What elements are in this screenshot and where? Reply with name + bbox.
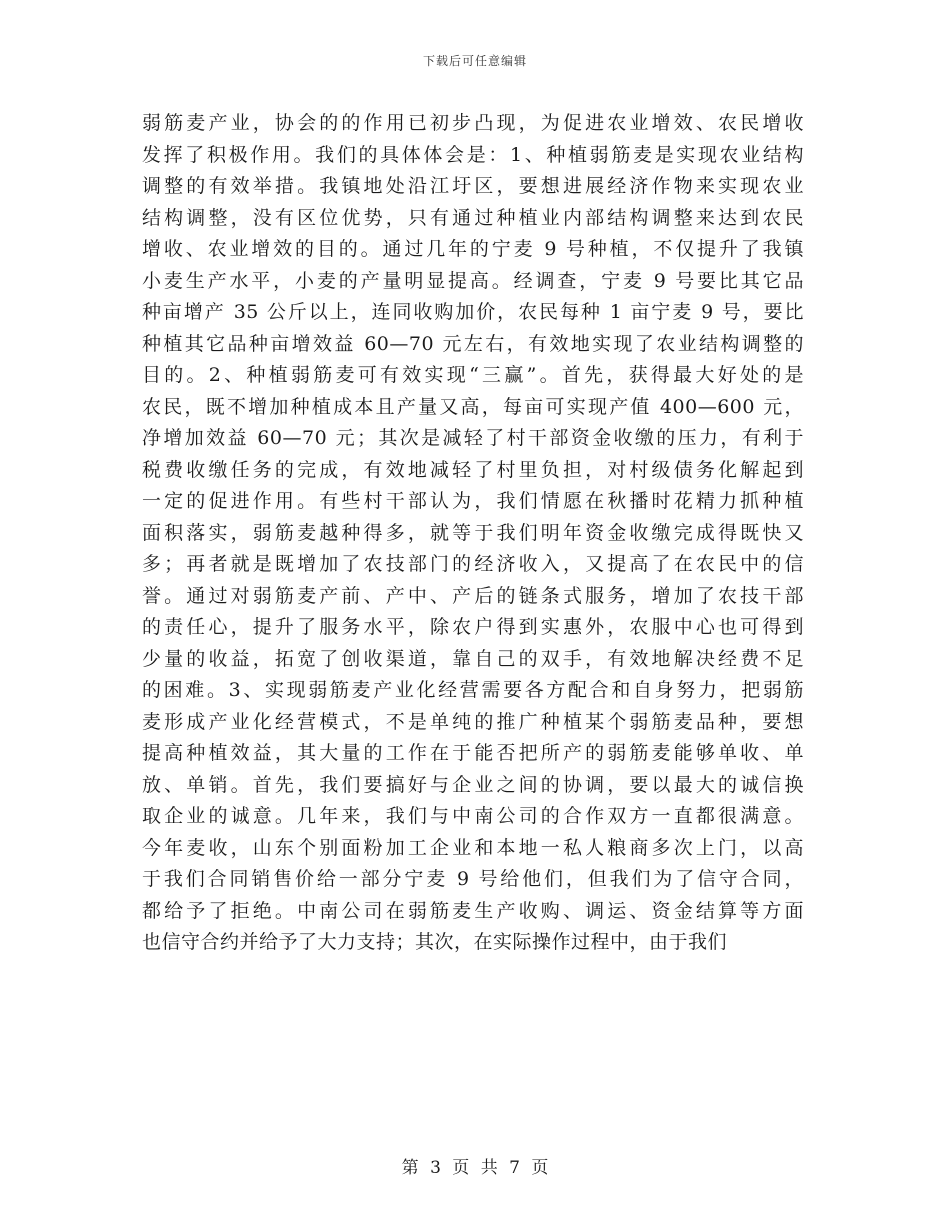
text-line: 都给予了拒绝。中南公司在弱筋麦生产收购、调运、资金结算等方面 [142, 899, 804, 922]
text-line: 少量的收益，拓宽了创收渠道，靠自己的双手，有效地解决经费不足 [142, 647, 804, 670]
text-line: 种植其它品种亩增效益 60—70 元左右，有效地实现了农业结构调整的 [142, 332, 804, 355]
text-line: 小麦生产水平，小麦的产量明显提高。经调查，宁麦 9 号要比其它品 [142, 269, 804, 292]
text-line: 取企业的诚意。几年来，我们与中南公司的合作双方一直都很满意。 [142, 805, 804, 827]
text-line: 多；再者就是既增加了农技部门的经济收入，又提高了在农民中的信 [142, 553, 804, 575]
text-line: 今年麦收，山东个别面粉加工企业和本地一私人粮商多次上门，以高 [142, 836, 804, 859]
text-line: 放、单销。首先，我们要搞好与企业之间的协调，要以最大的诚信换 [142, 773, 804, 796]
text-line: 目的。2、种植弱筋麦可有效实现“三赢”。首先，获得最大好处的是 [142, 364, 804, 386]
text-line: 也信守合约并给予了大力支持；其次，在实际操作过程中，由于我们 [142, 931, 728, 953]
text-line: 调整的有效举措。我镇地处沿江圩区，要想进展经济作物来实现农业 [142, 175, 804, 197]
text-line: 的责任心，提升了服务水平，除农户得到实惠外，农服中心也可得到 [142, 616, 804, 638]
text-line: 面积落实，弱筋麦越种得多，就等于我们明年资金收缴完成得既快又 [142, 521, 804, 544]
text-line: 税费收缴任务的完成，有效地减轻了村里负担，对村级债务化解起到 [142, 458, 804, 481]
text-line: 誉。通过对弱筋麦产前、产中、产后的链条式服务，增加了农技干部 [142, 584, 804, 607]
text-line: 一定的促进作用。有些村干部认为，我们情愿在秋播时花精力抓种植 [142, 490, 804, 512]
text-line: 于我们合同销售价给一部分宁麦 9 号给他们，但我们为了信守合同， [142, 868, 804, 890]
text-line: 弱筋麦产业，协会的的作用已初步凸现，为促进农业增效、农民增收 [142, 112, 804, 134]
text-line: 增收、农业增效的目的。通过几年的宁麦 9 号种植，不仅提升了我镇 [142, 238, 804, 260]
text-line: 结构调整，没有区位优势，只有通过种植业内部结构调整来达到农民 [142, 206, 804, 229]
text-line: 麦形成产业化经营模式，不是单纯的推广种植某个弱筋麦品种，要想 [142, 710, 804, 733]
text-line: 的困难。3、实现弱筋麦产业化经营需要各方配合和自身努力，把弱筋 [142, 679, 804, 701]
text-line: 农民，既不增加种植成本且产量又高，每亩可实现产值 400—600 元， [142, 395, 804, 418]
text-line: 净增加效益 60—70 元；其次是减轻了村干部资金收缴的压力，有利于 [142, 427, 804, 449]
text-line: 提高种植效益，其大量的工作在于能否把所产的弱筋麦能够单收、单 [142, 742, 804, 764]
page-number: 第 3 页 共 7 页 [401, 1158, 549, 1178]
page-header-note: 下载后可任意编辑 [422, 54, 527, 68]
text-line: 种亩增产 35 公斤以上，连同收购加价，农民每种 1 亩宁麦 9 号，要比 [142, 301, 804, 323]
text-line: 发挥了积极作用。我们的具体体会是：1、种植弱筋麦是实现农业结构 [142, 143, 804, 166]
document-body [142, 108, 804, 959]
